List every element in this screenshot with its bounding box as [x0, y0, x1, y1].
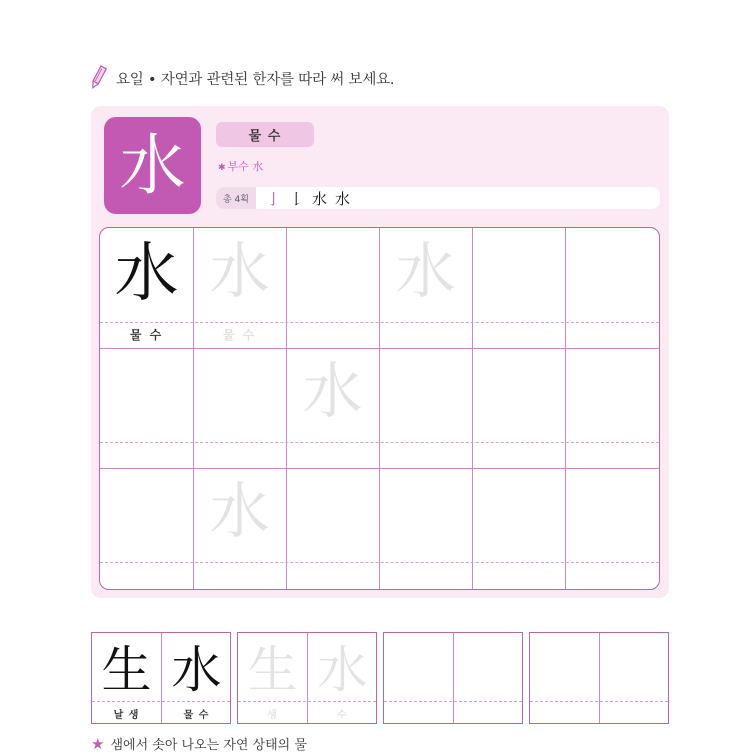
star-icon: ★	[91, 734, 105, 753]
stroke-step: 水	[312, 189, 328, 208]
trace-character: 水	[302, 357, 363, 427]
trace-character: 水	[395, 237, 456, 307]
guide-line	[92, 701, 230, 702]
word-char: 水	[171, 641, 222, 699]
pencil-icon	[88, 65, 108, 91]
trace-label: 물 수	[129, 328, 164, 342]
radical-label: 부수 水	[227, 160, 264, 173]
guide-line	[100, 562, 659, 563]
instruction	[88, 64, 394, 92]
word-char: 生	[247, 641, 298, 699]
word-box	[237, 632, 377, 724]
stroke-count: 총 4획	[216, 187, 256, 209]
word-box[interactable]	[529, 632, 669, 724]
stroke-step: 亅	[266, 189, 282, 208]
footnote	[91, 734, 307, 753]
practice-grid	[99, 227, 660, 590]
guide-line	[384, 701, 522, 702]
word-char: 生	[101, 641, 152, 699]
grid-row-line	[100, 468, 659, 469]
cell-divider	[453, 633, 454, 723]
word-label: 날 생	[113, 710, 140, 721]
meaning-sound-badge: 물 수	[216, 122, 314, 147]
guide-line	[100, 442, 659, 443]
guide-line	[530, 701, 668, 702]
word-box[interactable]	[383, 632, 523, 724]
stroke-step: 水	[335, 189, 351, 208]
guide-line	[238, 701, 376, 702]
stroke-sequence	[266, 188, 350, 208]
guide-line	[100, 322, 659, 323]
grid-row-line	[100, 348, 659, 349]
hanja-display	[104, 117, 201, 214]
trace-character: 水	[209, 237, 270, 307]
trace-character: 水	[209, 477, 270, 547]
grid-column-line	[565, 228, 566, 589]
word-label: 물 수	[183, 710, 210, 721]
stroke-step: 𠄌	[289, 189, 305, 208]
asterisk-icon: ✱	[218, 163, 226, 173]
word-char: 水	[317, 641, 368, 699]
footnote-text: 샘에서 솟아 나오는 자연 상태의 물	[110, 738, 307, 753]
instruction-text: 요일 • 자연과 관련된 한자를 따라 써 보세요.	[116, 71, 395, 88]
word-label: 수	[337, 710, 348, 721]
hanja-character: 水	[119, 126, 186, 204]
word-label: 생	[267, 710, 278, 721]
word-box	[91, 632, 231, 724]
cell-divider	[599, 633, 600, 723]
trace-label: 물 수	[222, 328, 257, 342]
grid-column-line	[472, 228, 473, 589]
trace-character: 水	[114, 237, 179, 311]
radical-info	[218, 158, 263, 174]
